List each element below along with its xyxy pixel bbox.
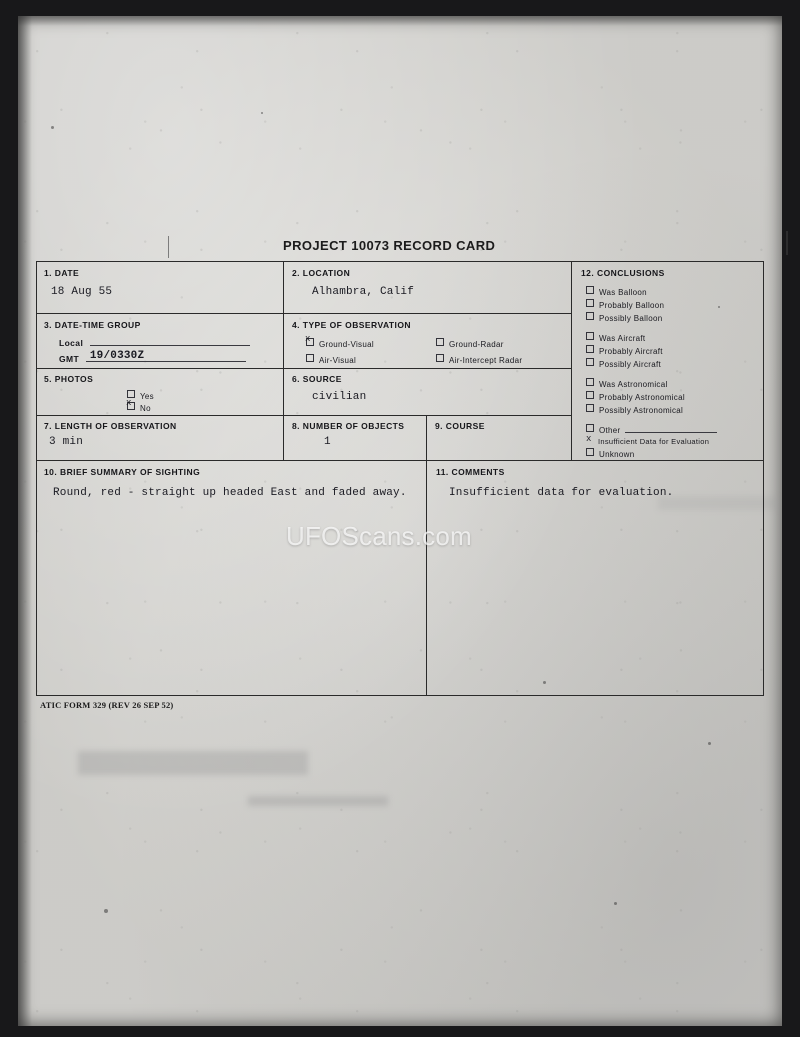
field-type-of-observation-label: 4. TYPE OF OBSERVATION [292, 320, 412, 330]
observation-option-ground-radar[interactable] [436, 338, 504, 349]
conclusion-option-possibly-astronomical[interactable] [586, 404, 717, 415]
conclusion-option-label: Possibly Balloon [599, 314, 663, 323]
conclusion-option-label: Insufficient Data for Evaluation [598, 437, 710, 446]
field-type-of-observation [284, 314, 572, 369]
checkbox-icon[interactable] [586, 448, 594, 456]
field-number-of-objects-label: 8. NUMBER OF OBJECTS [292, 421, 405, 431]
field-source-value[interactable]: civilian [312, 391, 367, 403]
observation-option-label: Air-Visual [319, 356, 357, 365]
conclusion-option-possibly-aircraft[interactable] [586, 358, 717, 369]
field-length-of-observation-value[interactable]: 3 min [49, 436, 84, 448]
checkbox-icon[interactable] [586, 299, 594, 307]
field-brief-summary-label: 10. BRIEF SUMMARY OF SIGHTING [44, 467, 201, 477]
conclusion-option-probably-balloon[interactable] [586, 299, 717, 310]
speck [261, 112, 263, 114]
field-date [37, 262, 284, 314]
field-brief-summary-value[interactable]: Round, red - straight up headed East and faded away. [53, 487, 407, 499]
conclusion-option-probably-astronomical[interactable] [586, 391, 717, 402]
checkbox-icon[interactable] [586, 391, 594, 399]
record-card-form [36, 261, 764, 696]
speck [104, 909, 108, 913]
conclusion-option-label: Was Balloon [599, 288, 647, 297]
conclusion-option-possibly-balloon[interactable] [586, 312, 717, 323]
observation-option-label: Air-Intercept Radar [449, 356, 523, 365]
conclusion-option-label: Probably Astronomical [599, 393, 685, 402]
page-top-shadow [18, 16, 782, 26]
field-comments-value[interactable]: Insufficient data for evaluation. [449, 487, 674, 499]
observation-option-ground-visual[interactable] [305, 334, 374, 349]
gmt-line[interactable] [86, 350, 246, 362]
conclusion-option-was-aircraft[interactable] [586, 332, 717, 343]
conclusion-option-label: Was Aircraft [599, 334, 646, 343]
field-number-of-objects-value[interactable]: 1 [324, 436, 331, 448]
conclusion-option-label: Was Astronomical [599, 380, 668, 389]
pen-tick [168, 236, 169, 258]
speck [708, 742, 711, 745]
field-date-label: 1. DATE [44, 268, 80, 278]
checkbox-icon[interactable] [436, 338, 444, 346]
conclusion-option-unknown[interactable] [586, 448, 717, 459]
conclusion-option-was-balloon[interactable] [586, 286, 717, 297]
field-date-time-group [37, 314, 284, 369]
conclusion-option-label: Probably Aircraft [599, 347, 663, 356]
field-source-label: 6. SOURCE [292, 374, 342, 384]
field-comments-label: 11. COMMENTS [436, 467, 505, 477]
conclusion-option-label: Other [599, 426, 621, 435]
watermark: UFOScans.com [286, 521, 472, 551]
checkbox-icon[interactable] [127, 390, 135, 398]
pen-tick [786, 231, 788, 255]
local-value[interactable] [90, 345, 250, 346]
checkbox-icon[interactable] [586, 312, 594, 320]
checkbox-icon[interactable] [586, 424, 594, 432]
field-location-value[interactable]: Alhambra, Calif [312, 286, 415, 298]
page-left-shadow [18, 16, 32, 1026]
speck [614, 902, 617, 905]
checkbox-icon[interactable] [586, 286, 594, 294]
field-number-of-objects [284, 416, 427, 461]
field-conclusions [572, 262, 763, 461]
photos-option-no[interactable] [126, 398, 151, 413]
checkbox-icon[interactable] [586, 378, 594, 386]
conclusion-option-was-astronomical[interactable] [586, 378, 717, 389]
conclusion-option-label: Possibly Astronomical [599, 406, 684, 415]
observation-option-label: Ground-Visual [319, 340, 374, 349]
conclusion-option-label: Possibly Aircraft [599, 360, 662, 369]
field-photos [37, 369, 284, 416]
conclusion-option-other[interactable] [586, 424, 717, 435]
field-date-time-group-label: 3. DATE-TIME GROUP [44, 320, 141, 330]
conclusion-option-insufficient-data[interactable] [598, 437, 717, 446]
field-source [284, 369, 572, 416]
field-comments [427, 461, 763, 695]
checkbox-icon[interactable] [586, 332, 594, 340]
conclusion-option-label: Probably Balloon [599, 301, 665, 310]
field-course-label: 9. COURSE [435, 421, 485, 431]
photos-option-label: No [140, 404, 151, 413]
checkbox-icon[interactable]: x [306, 338, 314, 346]
field-course [427, 416, 572, 461]
smudge [78, 751, 308, 775]
field-photos-label: 5. PHOTOS [44, 374, 94, 384]
field-brief-summary [37, 461, 427, 695]
speck [51, 126, 54, 129]
gmt-label: GMT [59, 354, 80, 364]
field-conclusions-label: 12. CONCLUSIONS [581, 268, 665, 278]
smudge [248, 796, 388, 806]
gmt-value[interactable]: 19/0330Z [89, 350, 145, 362]
field-length-of-observation [37, 416, 284, 461]
observation-option-air-visual[interactable] [306, 354, 356, 365]
other-write-in-line[interactable] [625, 432, 717, 433]
checkbox-icon[interactable] [586, 404, 594, 412]
local-label: Local [59, 338, 84, 348]
field-date-value[interactable]: 18 Aug 55 [51, 286, 113, 298]
photos-option-label: Yes [140, 392, 154, 401]
scanned-page [18, 16, 782, 1026]
checkbox-icon[interactable] [436, 354, 444, 362]
local-row [59, 338, 250, 348]
field-location-label: 2. LOCATION [292, 268, 351, 278]
gmt-row [59, 350, 246, 364]
checkbox-icon[interactable] [586, 345, 594, 353]
checkbox-icon[interactable]: x [127, 402, 135, 410]
field-location [284, 262, 572, 314]
checkbox-icon[interactable] [306, 354, 314, 362]
observation-option-air-intercept-radar[interactable] [436, 354, 522, 365]
conclusion-option-probably-aircraft[interactable] [586, 345, 717, 356]
conclusion-option-label: Unknown [599, 450, 635, 459]
page-title: PROJECT 10073 RECORD CARD [283, 238, 496, 253]
field-length-of-observation-label: 7. LENGTH OF OBSERVATION [44, 421, 177, 431]
form-footer: ATIC FORM 329 (REV 26 SEP 52) [40, 700, 174, 710]
observation-option-label: Ground-Radar [449, 340, 504, 349]
checkbox-icon[interactable] [586, 358, 594, 366]
